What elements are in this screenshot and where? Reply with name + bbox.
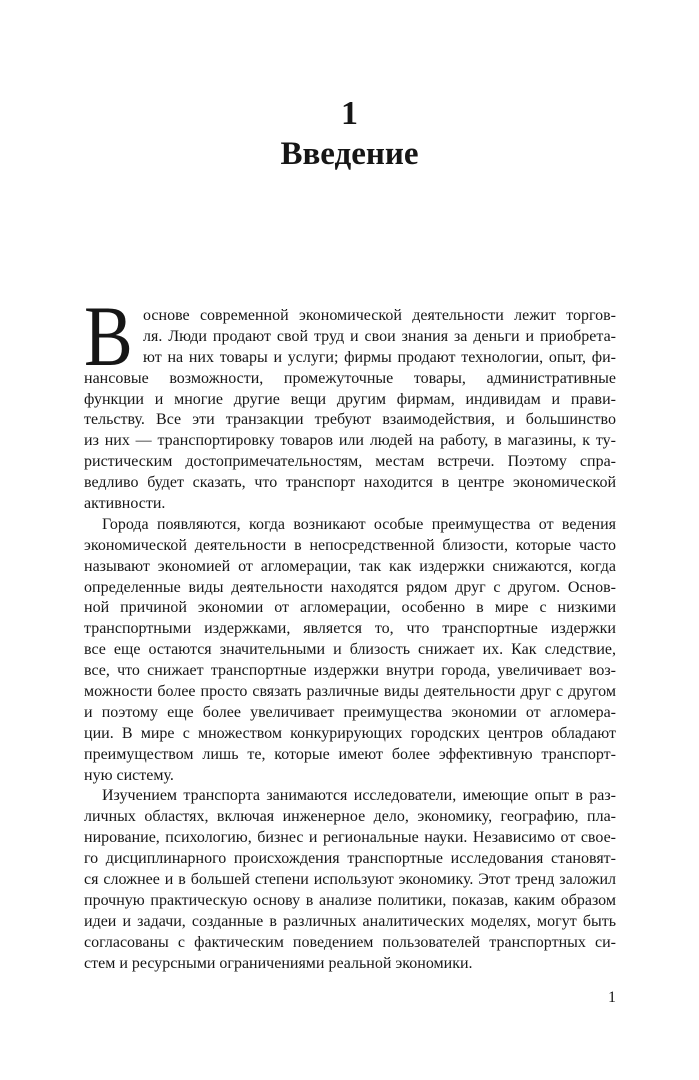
text-line: ют на них товары и услуги; фирмы продают технологии, опыт, фи- bbox=[143, 348, 616, 366]
text-line: ции. В мире с множеством конкурирующих городских центров обладают bbox=[84, 724, 616, 742]
text-line: ведливо будет сказать, что транспорт находится в центре экономической bbox=[84, 474, 616, 492]
text-line: из них — транспортировку товаров или людей на работу, в магазины, к ту- bbox=[84, 432, 616, 450]
page-number: 1 bbox=[608, 989, 616, 1006]
text-line: активности. bbox=[84, 495, 166, 513]
text-line: ся сложнее и в большей степени используют экономику. Этот тренд заложил bbox=[84, 871, 616, 889]
text-line: и поэтому еще более увеличивает преимущества экономии от агломера- bbox=[84, 703, 616, 721]
text-line: идеи и задачи, созданные в различных аналитических моделях, могут быть bbox=[84, 912, 616, 930]
text-line: согласованы с фактическим поведением пользователей транспортных си- bbox=[84, 933, 616, 951]
text-line: преимуществом лишь те, которые имеют более эффективную транспорт- bbox=[84, 745, 616, 763]
text-line: Города появляются, когда возникают особые преимущества от ведения bbox=[102, 515, 616, 533]
text-line: ля. Люди продают свой труд и свои знания за деньги и приобрета- bbox=[143, 327, 616, 345]
chapter-title: Введение bbox=[280, 136, 419, 172]
text-line: го дисциплинарного происхождения транспортные исследования становят- bbox=[84, 850, 616, 868]
text-line: основе современной экономической деятельности лежит торгов- bbox=[143, 307, 616, 324]
text-line: экономической деятельности в непосредственной близости, которые часто bbox=[84, 536, 616, 554]
text-line: называют экономией от агломерации, так как издержки снижаются, когда bbox=[84, 557, 616, 575]
text-line: личных областях, включая инженерное дело, экономику, географию, пла- bbox=[84, 808, 616, 826]
text-line: стем и ресурсными ограничениями реальной экономики. bbox=[84, 954, 473, 972]
text-line: ной причиной экономии от агломерации, особенно в мире с низкими bbox=[84, 599, 616, 617]
text-line: нансовые возможности, промежуточные товары, административные bbox=[84, 369, 616, 387]
paragraph bbox=[84, 515, 616, 787]
paragraph bbox=[84, 306, 616, 515]
text-line: транспортными издержками, является то, что транспортные издержки bbox=[84, 620, 616, 638]
text-line: ную систему. bbox=[84, 766, 174, 784]
paragraph bbox=[84, 786, 616, 974]
chapter-number: 1 bbox=[341, 95, 358, 132]
drop-cap-letter: В bbox=[84, 288, 133, 384]
text-line: ристическим достопримечательностям, местам встречи. Поэтому спра- bbox=[84, 453, 616, 471]
text-line: нирование, психологию, бизнес и региональные науки. Независимо от свое- bbox=[84, 829, 616, 847]
chapter-heading bbox=[0, 96, 699, 176]
text-line: все еще остаются значительными и близость снижает их. Как следствие, bbox=[84, 641, 616, 659]
text-line: прочную практическую основу в анализе политики, показав, каким образом bbox=[84, 891, 616, 909]
text-line: тельству. Все эти транзакции требуют взаимодействия, и большинство bbox=[84, 411, 616, 429]
text-line: определенные виды деятельности находятся рядом друг с другом. Основ- bbox=[84, 578, 616, 596]
text-line: Изучением транспорта занимаются исследователи, имеющие опыт в раз- bbox=[102, 787, 616, 805]
text-line: можности более просто связать различные виды деятельности друг с другом bbox=[84, 683, 616, 701]
text-line: функции и многие другие вещи другим фирмам, индивидам и прави- bbox=[84, 390, 616, 408]
body-text bbox=[84, 306, 616, 975]
text-line: все, что снижает транспортные издержки внутри города, увеличивает воз- bbox=[84, 662, 616, 680]
